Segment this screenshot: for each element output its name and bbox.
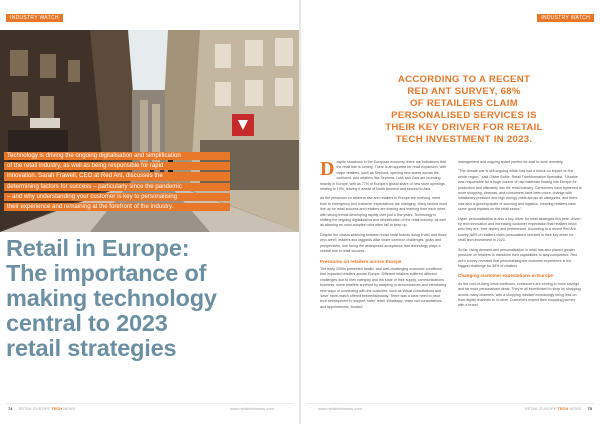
page-number: 74	[8, 406, 13, 411]
magazine-name-tail: NEWS	[569, 406, 582, 411]
body-paragraph: So far, rising demand and personalisation in retail has also placed greater pressure on retailers to transform their capabilities to stay competitive. Red Ant's survey revealed that personalising the customer experience is the biggest challenge for 38% of retailers.	[458, 247, 578, 268]
body-paragraph: The early 2000s presented health- and well-challenging economic conditions that impacted retailers across Europe. Different retailers suffered different challenges due to their category and the state of their supply, communications, business, some retailers survived by adapting to circumstances and introducing new ways of connecting with the customer, such as virtual consultations and 'save' store-match offered before/takeaway. There was a clear need to pivot tech development to support 'safer' retail. Whatsapp, video call consultations and appointments, booked	[320, 266, 447, 309]
caption-line: innovation. Sarah Frawell, CEO at Red Ant, discusses the	[4, 172, 230, 180]
magazine-name-accent: TECH	[51, 406, 63, 411]
body-paragraph	[320, 160, 448, 192]
drop-cap: D	[320, 158, 335, 180]
magazine-name	[19, 406, 76, 411]
body-column-1	[320, 160, 448, 314]
body-paragraph: Despite the chasm widening between those retail brands doing it well and those who aren't, leaders and laggards alike share common challenges, goals and perspectives, one being the widespread acceptance that technology plays a central role in retail success.	[320, 232, 447, 254]
pull-quote-line: ACCORDING TO A RECENT	[397, 74, 531, 85]
body-paragraph: As the pressures on retailers rise and retailers in Europe are evolving, need both to emergency and customer expectations are changing. Many factors must line up for retail success and retailers are sharing and learning from each other, with strong trends developing rapidly over just a few years. Technology is shifting the ongoing digitalisation and simplification of the retail industry, as well as allowing an omni-adoption who often fail to keep up.	[320, 196, 447, 228]
headline-line: retail strategies	[6, 335, 177, 361]
right-footer	[525, 404, 592, 414]
magazine-name	[525, 406, 582, 411]
headline-line: The importance of	[6, 260, 207, 286]
subheading: Changing customer expectations in Europe	[458, 273, 553, 279]
caption-line: determining factors for success – particularly since the pandemic	[4, 183, 230, 191]
section-tab: INDUSTRY WATCH	[6, 14, 63, 22]
right-footer-url[interactable]: www.retailtechnews.com	[318, 406, 362, 411]
pull-quote-line: RED ANT SURVEY, 68%	[407, 86, 521, 97]
caption-line: their experience and remaining at the forefront of the industry.	[4, 203, 230, 211]
paragraph-text: espite slowdown in the European economy, there are indications that the retail tide is turning. There is an appetite for retail expansion, with major retailers, such as Sephora, opening new stores across the continent. And retailers like Sephora, Lush and Zara are investing heavily in Europe, with as 77% of Europe's global share of new store openings relating to 19%, leaving it ahead of North America and second to Asia.	[320, 160, 447, 192]
body-paragraph: Hyper-personalisation is also a key driver for retail strategies this year, driven by tech innovation and increasing customer expectation that retailers know who they are, their history and preferences. According to a recent Red Ant survey, 68% of retailers claim personalised services is their key driver for retail tech investment in 2023.	[458, 216, 581, 243]
body-paragraph: As the cost-of-living crisis continues, consumers are turning to more savings and far more personalised deals. They're all incentivised to shop by shopping across many channels, with a shopping mindset increasingly being less on from digital channels to in-store. Customers expect their shopping journey with a brand	[458, 281, 581, 308]
headline-line: Retail in Europe:	[6, 235, 190, 261]
body-paragraph: "The climate war is still ongoing which has had a knock-on impact on the whole region," said Olivier Bohle, Retail Transformation Specialist. "Ukraine was responsible for a huge volume of raw materials flowing into Europe for production and ultimately into the retail industry. Consumers have tightened to more shopping, cinemas, and consumers have been more, change with inflationary pressure and high energy costs across all categories, and there was also a growing spate of sourcing and logistics, meaning retailers have some good impacts on the retail sector."	[458, 169, 582, 212]
article-headline	[6, 236, 296, 361]
pull-quote-line: THEIR KEY DRIVER FOR RETAIL	[385, 122, 543, 133]
headline-line: central to 2023	[6, 310, 168, 336]
page-number: 75	[587, 406, 592, 411]
pull-quote-line: OF RETAILERS CLAIM	[409, 98, 519, 109]
magazine-name-text: RETAIL EUROPE	[524, 406, 557, 411]
magazine-name-text: RETAIL EUROPE	[18, 406, 51, 411]
caption-line: – and why understanding your customer is key to personalising	[4, 193, 230, 201]
photo-caption	[4, 152, 230, 213]
caption-line: Technology is driving the ongoing digitalisation and simplification	[4, 152, 230, 160]
body-paragraph: management and ongoing space perfect for staff to work remotely.	[458, 160, 564, 164]
pull-quote-line: PERSONALISED SERVICES IS	[391, 110, 537, 121]
magazine-name-accent: TECH	[557, 406, 569, 411]
pull-quote	[350, 74, 578, 146]
left-footer-url[interactable]: www.retailtechnews.com	[230, 406, 274, 411]
headline-line: making technology	[6, 285, 217, 311]
body-column-2	[458, 160, 582, 313]
caption-line: of the retail industry, as well as being responsible for rapid	[4, 162, 230, 170]
magazine-name-tail: NEWS	[63, 406, 76, 411]
left-footer	[8, 404, 75, 414]
pull-quote-line: TECH INVESTMENT IN 2023.	[395, 134, 533, 145]
section-tab: INDUSTRY WATCH	[537, 14, 594, 22]
subheading: Pressures on retailers across Europe	[320, 258, 402, 264]
